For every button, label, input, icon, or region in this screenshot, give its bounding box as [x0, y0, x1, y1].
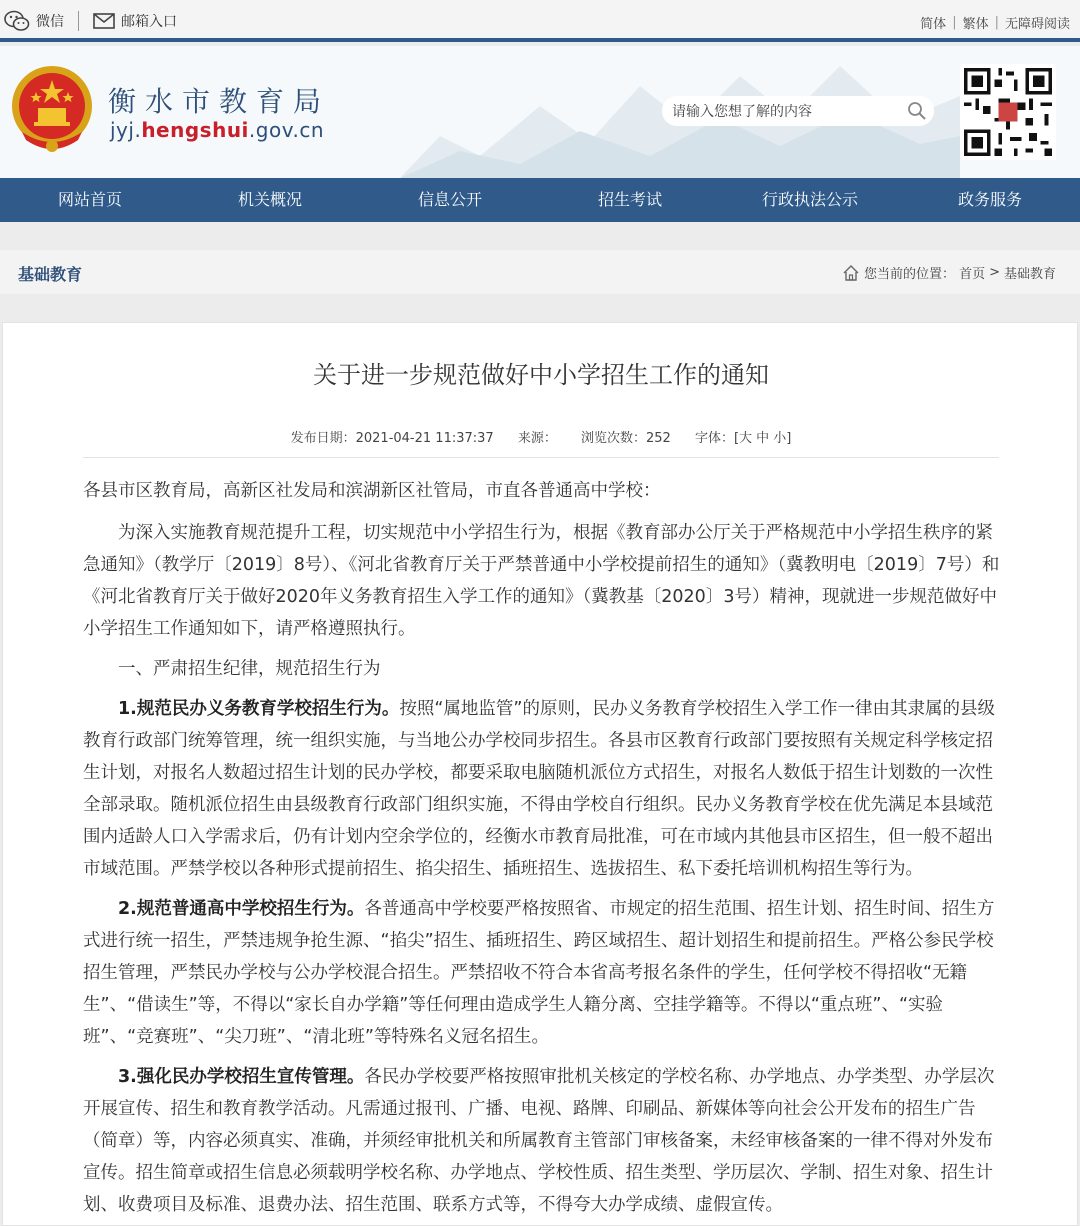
paragraph-2	[83, 893, 1001, 1053]
main-nav	[0, 178, 1080, 222]
paragraph-1-text: 按照“属地监管”的原则，民办义务教育学校招生入学工作一律由其隶属的县级教育行政部门统筹管理，统一组织实施，与当地公办学校同步招生。各县市区教育行政部门要按照有关规定科学核定招生计划，对报名人数超过招生计划的民办学校，都要采取电脑随机派位方式招生，对报名人数低于招生计划数的一次性全部录取。随机派位招生由县级教育行政部门组织实施，不得由学校自行组织。民办义务教育学校在优先满足本县域范围内适龄人口入学需求后，仍有计划内空余学位的，经衡水市教育局批准，可在市域内其他县市区招生，但一般不超出市域范围。严禁学校以各种形式提前招生、掐尖招生、插班招生、选拔招生、私下委托培训机构招生等行为。	[83, 699, 995, 879]
breadcrumb	[842, 263, 1056, 282]
view-count: 浏览次数：252	[580, 431, 671, 446]
divider	[78, 11, 79, 31]
search-button[interactable]	[900, 96, 934, 126]
article-meta	[3, 427, 1078, 446]
weixin-label: 微信	[36, 14, 64, 30]
location-label: 您当前的位置：	[864, 267, 956, 282]
article-card	[2, 322, 1078, 1226]
paragraph-1	[83, 693, 1001, 885]
search-input[interactable]: 请输入您想了解的内容	[672, 104, 812, 120]
nav-item-enforcement[interactable]: 行政执法公示	[761, 190, 858, 209]
domain-suffix: .gov.cn	[248, 118, 325, 142]
simplified-link[interactable]: 简体	[920, 17, 947, 32]
search-icon	[907, 101, 927, 121]
paragraph-2-heading: 2.规范普通高中学校招生行为。	[118, 899, 365, 919]
section-title: 基础教育	[18, 265, 83, 284]
wechat-icon	[4, 10, 30, 32]
breadcrumb-bar	[0, 250, 1080, 294]
breadcrumb-home[interactable]: 首页	[959, 267, 986, 282]
article-title: 关于进一步规范做好中小学招生工作的通知	[313, 361, 769, 389]
traditional-link[interactable]: 繁体	[962, 17, 989, 32]
breadcrumb-separator: >	[989, 265, 1000, 280]
mail-link[interactable]	[93, 11, 177, 31]
article-body	[83, 475, 1001, 1226]
site-header	[0, 46, 1080, 178]
site-name[interactable]: 衡水市教育局	[108, 85, 331, 118]
divider: |	[994, 15, 999, 30]
salutation: 各县市区教育局，高新区社发局和滨湖新区社管局，市直各普通高中学校：	[83, 481, 661, 501]
nav-item-disclosure[interactable]: 信息公开	[417, 190, 482, 209]
font-size-switcher[interactable]: 字体：[大 中 小]	[694, 431, 792, 446]
paragraph-3-heading: 3.强化民办学校招生宣传管理。	[118, 1067, 365, 1087]
search-box[interactable]	[662, 96, 934, 126]
paragraph-1-heading: 1.规范民办义务教育学校招生行为。	[118, 699, 400, 719]
nav-item-about[interactable]: 机关概况	[237, 190, 302, 209]
nav-item-home[interactable]: 网站首页	[57, 190, 122, 209]
domain-prefix: jyj.	[110, 118, 142, 142]
weixin-link[interactable]	[4, 10, 64, 32]
paragraph-2-text: 各普通高中学校要严格按照省、市规定的招生范围、招生计划、招生时间、招生方式进行统一招生，严禁违规争抢生源、“掐尖”招生、插班招生、跨区域招生、超计划招生和提前招生。严格公参民学校招生管理，严禁民办学校与公办学校混合招生。严禁招收不符合本省高考报名条件的学生，任何学校不得招收“无籍生”、“借读生”等，不得以“家长自办学籍”等任何理由造成学生人籍分离、空挂学籍等。不得以“重点班”、“实验班”、“竞赛班”、“尖刀班”、“清北班”等特殊名义冠名招生。	[83, 899, 995, 1047]
accessible-reading-link[interactable]: 无障碍阅读	[1004, 17, 1070, 32]
nav-item-services[interactable]: 政务服务	[957, 190, 1022, 209]
paragraph-3	[83, 1061, 1001, 1221]
mail-icon	[93, 13, 115, 29]
qr-code	[960, 64, 1056, 160]
domain-brand: hengshui	[141, 118, 249, 142]
intro-paragraph: 为深入实施教育规范提升工程，切实规范中小学招生行为，根据《教育部办公厅关于严格规范中小学招生秩序的紧急通知》（教学厅〔2019〕8号）、《河北省教育厅关于严禁普通中小学校提前招生的通知》（冀教明电〔2019〕7号）和《河北省教育厅关于做好2020年义务教育招生入学工作的通知》（冀教基〔2020〕3号）精神，现就进一步规范做好中小学招生工作通知如下，请严格遵照执行。	[83, 523, 1000, 639]
home-icon	[842, 264, 860, 282]
mail-label: 邮箱入口	[121, 14, 177, 30]
article-source: 来源：	[517, 431, 557, 446]
publish-date: 发布日期：2021-04-21 11:37:37	[290, 431, 494, 446]
section-heading: 一、严肃招生纪律，规范招生行为	[118, 659, 381, 679]
national-emblem-logo	[8, 62, 96, 156]
paragraph-3-text: 各民办学校要严格按照审批机关核定的学校名称、办学地点、办学类型、办学层次开展宣传、招生和教育教学活动。凡需通过报刊、广播、电视、路牌、印刷品、新媒体等向社会公开发布的招生广告（简章）等，内容必须真实、准确，并须经审批机关和所属教育主管部门审核备案，未经审核备案的一律不得对外发布宣传。招生简章或招生信息必须载明学校名称、办学地点、学校性质、招生类型、学历层次、学制、招生对象、招生计划、收费项目及标准、退费办法、招生范围、联系方式等，不得夸大办学成绩、虚假宣传。	[83, 1067, 995, 1215]
breadcrumb-current[interactable]: 基础教育	[1003, 267, 1056, 282]
divider: |	[952, 15, 957, 30]
top-bar	[0, 0, 1080, 42]
site-domain	[110, 118, 324, 142]
divider	[83, 457, 999, 458]
nav-item-admissions[interactable]: 招生考试	[597, 190, 662, 209]
